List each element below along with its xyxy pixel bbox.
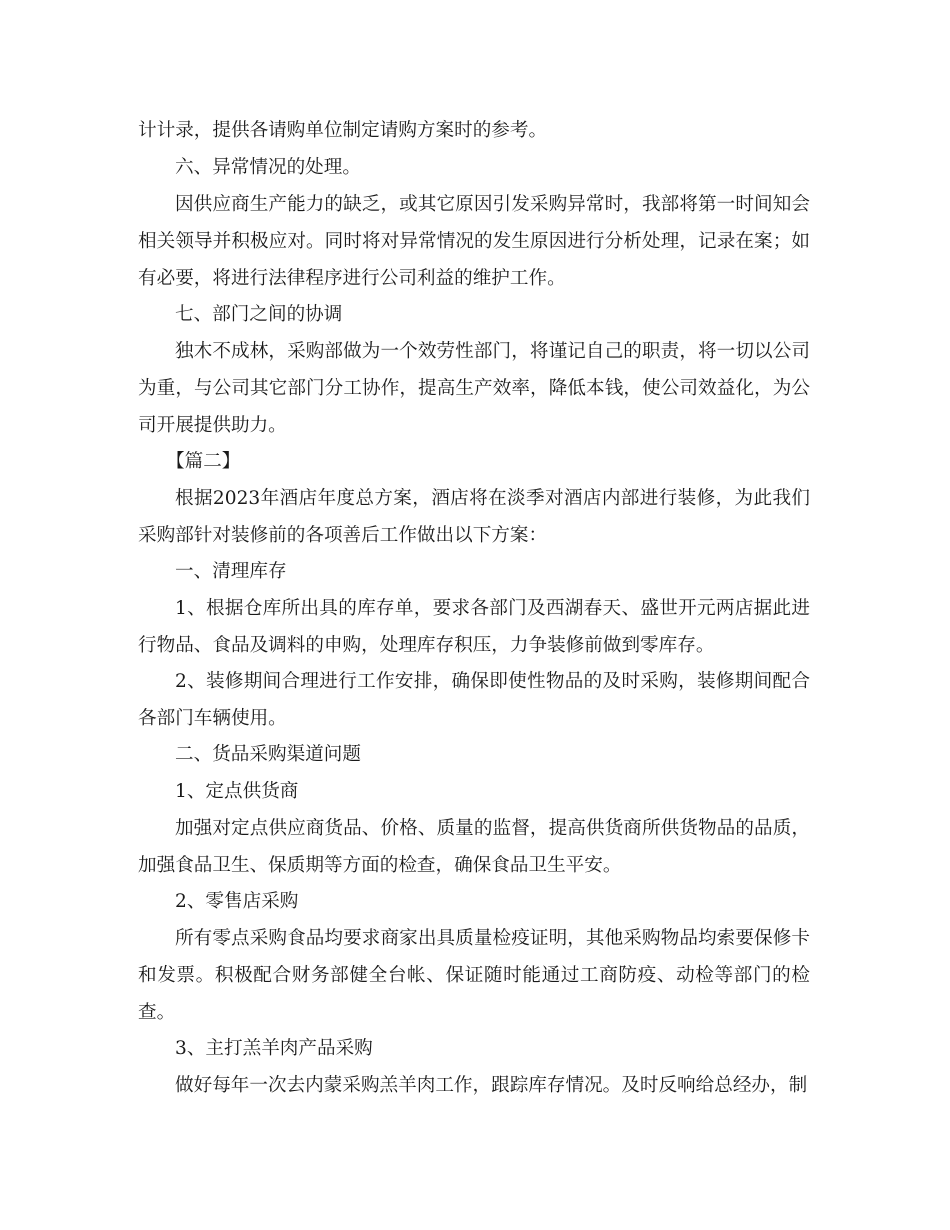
paragraph-continuation: 计计录，提供各请购单位制定请购方案时的参考。 xyxy=(138,120,548,141)
section-heading-clear-inventory: 一、清理库存 xyxy=(175,561,287,582)
paragraph-department-coordination: 独木不成林，采购部做为一个效劳性部门，将谨记自己的职责，将一切以公司为重，与公司其它部门分工协作，提高生产效率，降低本钱，使公司效益化，为公司开展提供助力。 xyxy=(138,341,810,436)
paragraph-inventory-item-2: 2、装修期间合理进行工作安排，确保即使性物品的及时采购，装修期间配合各部门车辆使用。 xyxy=(138,671,810,729)
section-heading-6: 六、异常情况的处理。 xyxy=(175,157,361,178)
subheading-designated-supplier: 1、定点供货商 xyxy=(175,781,299,802)
paragraph-intro-renovation: 根据2023年酒店年度总方案，酒店将在淡季对酒店内部进行装修，为此我们采购部针对装修前的各项善后工作做出以下方案： xyxy=(138,488,810,546)
paragraph-exception-handling: 因供应商生产能力的缺乏，或其它原因引发采购异常时，我部将第一时间知会相关领导并积极应对。同时将对异常情况的发生原因进行分析处理，记录在案；如有必要，将进行法律程序进行公司利益的维护工作。 xyxy=(138,194,810,289)
paragraph-inventory-item-1: 1、根据仓库所出具的库存单，要求各部门及西湖春天、盛世开元两店据此进行物品、食品及调料的申购，处理库存积压，力争装修前做到零库存。 xyxy=(138,598,810,656)
paragraph-retail-purchase: 所有零点采购食品均要求商家出具质量检疫证明，其他采购物品均索要保修卡和发票。积极配合财务部健全台帐、保证随时能通过工商防疫、动检等部门的检查。 xyxy=(138,928,810,1023)
part-two-heading: 【篇二】 xyxy=(166,451,241,472)
section-heading-7: 七、部门之间的协调 xyxy=(175,304,343,325)
paragraph-lamb-purchase: 做好每年一次去内蒙采购羔羊肉工作，跟踪库存情况。及时反响给总经办，制 xyxy=(175,1075,808,1096)
paragraph-designated-supplier: 加强对定点供应商货品、价格、质量的监督，提高供货商所供货物品的品质，加强食品卫生、保质期等方面的检查，确保食品卫生平安。 xyxy=(138,818,810,876)
section-heading-purchase-channels: 二、货品采购渠道问题 xyxy=(175,744,361,765)
subheading-retail-purchase: 2、零售店采购 xyxy=(175,891,299,912)
subheading-lamb-purchase: 3、主打羔羊肉产品采购 xyxy=(175,1038,373,1059)
